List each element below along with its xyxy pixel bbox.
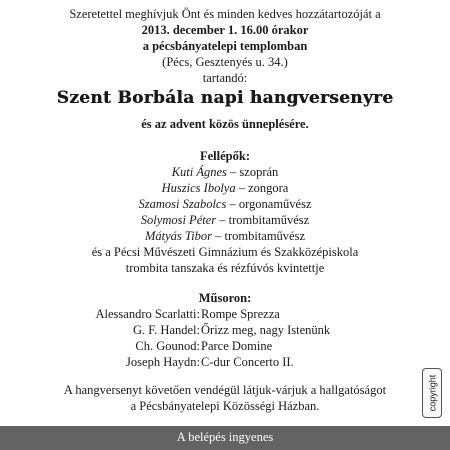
program-heading: Műsoron: (198, 291, 252, 305)
program-piece: Parce Domine (201, 339, 273, 353)
program-composer: G. F. Handel: (132, 323, 200, 337)
closing-line: A hangversenyt követően vendégül látjuk-várjuk a hallgatóságot (63, 383, 387, 397)
ensemble-line: és a Pécsi Művészeti Gimnázium és Szakközépiskola (91, 245, 359, 259)
footer-bar (0, 426, 450, 450)
performer-row (0, 196, 450, 212)
performers-heading: Fellépők: (200, 149, 250, 163)
performer-role: – trombitaművész (216, 213, 310, 227)
program-composer: Joseph Haydn: (126, 355, 200, 369)
performer-row (0, 212, 450, 228)
performer-role: – szoprán (226, 165, 279, 179)
program-piece: Rompe Sprezza (201, 307, 280, 321)
performer-name: Szamosi Szabolcs (138, 197, 227, 211)
event-date: 2013. december 1. 16.00 órakor (141, 23, 309, 37)
performer-name: Solymosi Péter (140, 213, 217, 227)
copyright-logo (422, 368, 442, 418)
free-entry-text: A belépés ingyenes (176, 430, 274, 444)
program-composer: Ch. Gounod: (135, 339, 200, 353)
event-venue: a pécsbányatelepi templomban (142, 39, 308, 53)
performer-name: Huszics Ibolya (161, 181, 236, 195)
performer-name: Kuti Ágnes (171, 165, 227, 179)
performer-row (0, 164, 450, 180)
copyright-logo-text: copyright (427, 374, 437, 412)
performer-row (0, 228, 450, 244)
event-address: (Pécs, Gesztenyés u. 34.) (162, 55, 288, 69)
closing-line: a Pécsbányatelepi Közösségi Házban. (130, 399, 320, 413)
ensemble-line: trombita tanszaka és rézfúvós kvintettje (125, 261, 325, 275)
performer-role: – trombitaművész (211, 229, 306, 243)
performer-name: Mátyás Tibor (144, 229, 212, 243)
advent-line: és az advent közös ünneplésére. (141, 117, 309, 131)
performer-row (0, 180, 450, 196)
held-label: tartandó: (202, 71, 248, 85)
performer-role: – orgonaművész (226, 197, 312, 211)
program-composer: Alessandro Scarlatti: (95, 307, 200, 321)
performer-role: – zongora (235, 181, 289, 195)
program-piece: Őrizz meg, nagy Istenünk (201, 323, 331, 337)
invitation-intro: Szeretettel meghívjuk Önt és minden kedves hozzátartozóját a (69, 7, 381, 21)
program-piece: C-dur Concerto II. (201, 355, 294, 369)
event-title: Szent Borbála napi hangversenyre (56, 88, 394, 108)
